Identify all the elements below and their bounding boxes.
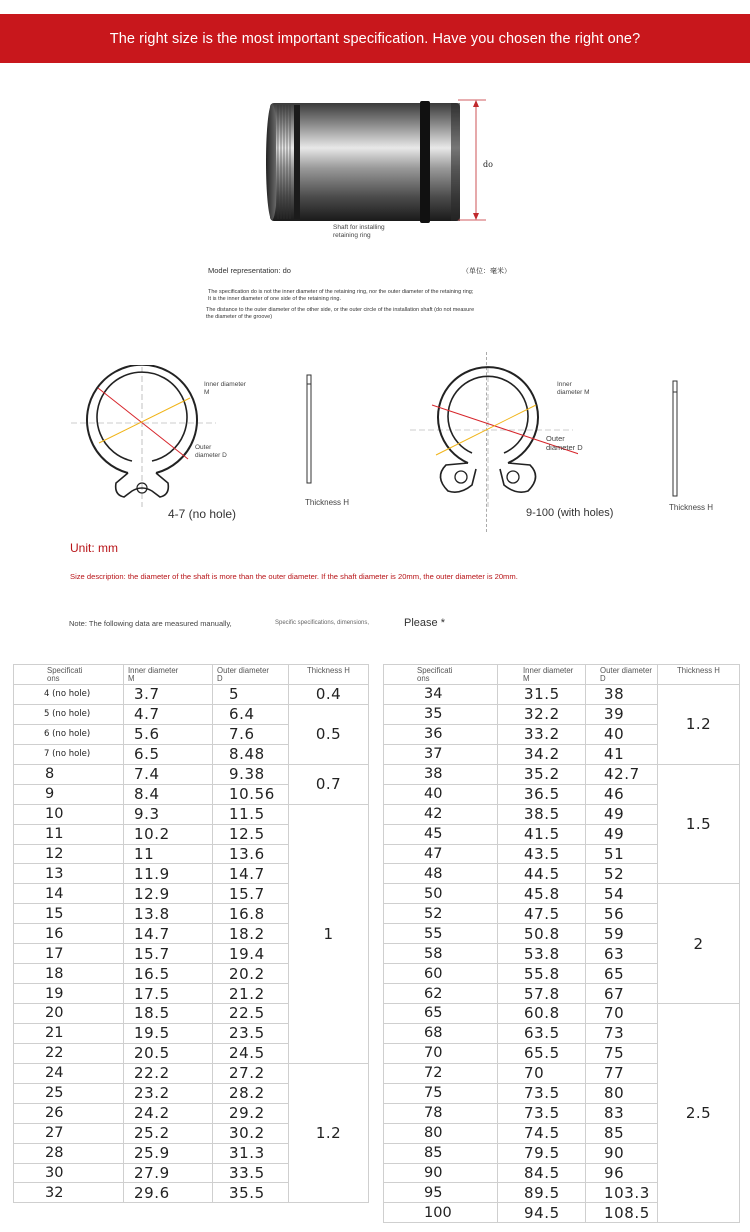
cell-thickness: 1 — [289, 804, 369, 1063]
cell-inner-diameter: 29.6 — [124, 1183, 213, 1203]
cell-outer-diameter: 63 — [586, 944, 658, 964]
cell-inner-diameter: 15.7 — [124, 944, 213, 964]
cell-outer-diameter: 90 — [586, 1143, 658, 1163]
ring-no-hole-drawing — [66, 365, 226, 510]
right-outer-label: Outer diameter D — [546, 434, 583, 452]
cell-specification: 50 — [384, 884, 498, 904]
cell-inner-diameter: 31.5 — [498, 685, 586, 705]
cell-outer-diameter: 21.2 — [213, 984, 289, 1004]
cell-outer-diameter: 40 — [586, 724, 658, 744]
table-row — [384, 884, 740, 904]
spec-table-left — [13, 664, 369, 1203]
cell-outer-diameter: 51 — [586, 844, 658, 864]
table-row — [384, 685, 740, 705]
cell-specification: 25 — [14, 1083, 124, 1103]
cell-inner-diameter: 25.2 — [124, 1123, 213, 1143]
cell-outer-diameter: 103.3 — [586, 1183, 658, 1203]
cell-specification: 52 — [384, 904, 498, 924]
cell-outer-diameter: 23.5 — [213, 1023, 289, 1043]
cell-thickness: 1.2 — [289, 1063, 369, 1203]
thickness-bar-right-icon — [672, 380, 678, 497]
ring-diagram-no-hole — [66, 365, 226, 510]
cell-outer-diameter: 27.2 — [213, 1063, 289, 1083]
cell-specification: 75 — [384, 1083, 498, 1103]
cell-specification: 100 — [384, 1203, 498, 1223]
header-thickness: Thickness H — [289, 665, 369, 685]
cell-inner-diameter: 47.5 — [498, 904, 586, 924]
cell-specification: 72 — [384, 1063, 498, 1083]
cell-inner-diameter: 3.7 — [124, 685, 213, 705]
measure-note-1: Note: The following data are measured manually, — [69, 619, 232, 628]
cell-inner-diameter: 45.8 — [498, 884, 586, 904]
cell-inner-diameter: 13.8 — [124, 904, 213, 924]
cell-outer-diameter: 70 — [586, 1004, 658, 1024]
cell-inner-diameter: 36.5 — [498, 784, 586, 804]
cell-specification: 28 — [14, 1143, 124, 1163]
cell-specification: 36 — [384, 724, 498, 744]
cell-specification: 35 — [384, 704, 498, 724]
cell-outer-diameter: 18.2 — [213, 924, 289, 944]
cell-specification: 10 — [14, 804, 124, 824]
cell-specification: 11 — [14, 824, 124, 844]
cell-outer-diameter: 59 — [586, 924, 658, 944]
cell-outer-diameter: 16.8 — [213, 904, 289, 924]
header-specifications: Specificati ons — [384, 665, 498, 685]
table-header-row — [384, 665, 740, 685]
cell-specification: 17 — [14, 944, 124, 964]
cell-specification: 78 — [384, 1103, 498, 1123]
cell-specification: 65 — [384, 1004, 498, 1024]
cell-outer-diameter: 38 — [586, 685, 658, 705]
cell-inner-diameter: 94.5 — [498, 1203, 586, 1223]
cell-specification: 60 — [384, 964, 498, 984]
header-outer-diameter: Outer diameter D — [586, 665, 658, 685]
cell-inner-diameter: 27.9 — [124, 1163, 213, 1183]
cell-inner-diameter: 19.5 — [124, 1023, 213, 1043]
cell-outer-diameter: 31.3 — [213, 1143, 289, 1163]
header-banner — [0, 14, 750, 63]
cell-specification: 45 — [384, 824, 498, 844]
cell-inner-diameter: 23.2 — [124, 1083, 213, 1103]
cell-inner-diameter: 7.4 — [124, 764, 213, 784]
cell-specification: 9 — [14, 784, 124, 804]
cell-inner-diameter: 14.7 — [124, 924, 213, 944]
cell-outer-diameter: 10.56 — [213, 784, 289, 804]
cell-inner-diameter: 6.5 — [124, 744, 213, 764]
cell-outer-diameter: 96 — [586, 1163, 658, 1183]
model-note-1: The specification do is not the inner diameter of the retaining ring, nor the outer diameter of the retaining ring; It is the inner diameter of one side of the retaining ring. — [208, 289, 474, 302]
cell-outer-diameter: 80 — [586, 1083, 658, 1103]
cell-inner-diameter: 9.3 — [124, 804, 213, 824]
cell-outer-diameter: 75 — [586, 1043, 658, 1063]
cell-thickness: 0.5 — [289, 704, 369, 764]
cell-specification: 32 — [14, 1183, 124, 1203]
cell-specification: 8 — [14, 764, 124, 784]
cell-specification: 58 — [384, 944, 498, 964]
cell-inner-diameter: 25.9 — [124, 1143, 213, 1163]
cell-inner-diameter: 35.2 — [498, 764, 586, 784]
cell-inner-diameter: 24.2 — [124, 1103, 213, 1123]
cell-specification: 14 — [14, 884, 124, 904]
cell-specification: 30 — [14, 1163, 124, 1183]
shaft-illustration — [262, 95, 502, 245]
cell-specification: 16 — [14, 924, 124, 944]
cell-specification: 68 — [384, 1023, 498, 1043]
cell-specification: 38 — [384, 764, 498, 784]
cell-specification: 21 — [14, 1023, 124, 1043]
cell-specification: 13 — [14, 864, 124, 884]
cell-inner-diameter: 65.5 — [498, 1043, 586, 1063]
cell-inner-diameter: 73.5 — [498, 1103, 586, 1123]
cell-outer-diameter: 83 — [586, 1103, 658, 1123]
cell-outer-diameter: 52 — [586, 864, 658, 884]
cell-specification: 55 — [384, 924, 498, 944]
cell-outer-diameter: 8.48 — [213, 744, 289, 764]
cell-inner-diameter: 12.9 — [124, 884, 213, 904]
cell-inner-diameter: 8.4 — [124, 784, 213, 804]
cell-thickness: 1.5 — [658, 764, 740, 884]
cell-specification: 19 — [14, 984, 124, 1004]
cell-outer-diameter: 41 — [586, 744, 658, 764]
cell-inner-diameter: 53.8 — [498, 944, 586, 964]
cell-thickness: 0.7 — [289, 764, 369, 804]
cell-outer-diameter: 33.5 — [213, 1163, 289, 1183]
cell-inner-diameter: 44.5 — [498, 864, 586, 884]
cell-inner-diameter: 50.8 — [498, 924, 586, 944]
cell-specification: 47 — [384, 844, 498, 864]
cell-outer-diameter: 12.5 — [213, 824, 289, 844]
cell-outer-diameter: 29.2 — [213, 1103, 289, 1123]
left-inner-label: Inner diameter M — [204, 381, 246, 396]
table-row — [14, 1063, 369, 1083]
cell-outer-diameter: 13.6 — [213, 844, 289, 864]
header-outer-diameter: Outer diameter D — [213, 665, 289, 685]
cell-specification: 24 — [14, 1063, 124, 1083]
cell-thickness: 2.5 — [658, 1004, 740, 1223]
table-header-row — [14, 665, 369, 685]
cell-outer-diameter: 77 — [586, 1063, 658, 1083]
cell-inner-diameter: 34.2 — [498, 744, 586, 764]
cell-outer-diameter: 46 — [586, 784, 658, 804]
header-inner-diameter: Inner diameter M — [498, 665, 586, 685]
cell-inner-diameter: 43.5 — [498, 844, 586, 864]
cell-outer-diameter: 5 — [213, 685, 289, 705]
table-row — [14, 764, 369, 784]
cell-inner-diameter: 17.5 — [124, 984, 213, 1004]
cell-inner-diameter: 38.5 — [498, 804, 586, 824]
table-row — [14, 704, 369, 724]
left-outer-label: Outer diameter D — [195, 444, 227, 459]
cell-specification: 22 — [14, 1043, 124, 1063]
cell-inner-diameter: 11.9 — [124, 864, 213, 884]
cell-specification: 90 — [384, 1163, 498, 1183]
header-thickness: Thickness H — [658, 665, 740, 685]
cell-inner-diameter: 63.5 — [498, 1023, 586, 1043]
table-row — [384, 1004, 740, 1024]
cell-outer-diameter: 108.5 — [586, 1203, 658, 1223]
cell-specification: 37 — [384, 744, 498, 764]
cell-outer-diameter: 30.2 — [213, 1123, 289, 1143]
cell-outer-diameter: 54 — [586, 884, 658, 904]
cell-thickness: 1.2 — [658, 685, 740, 765]
cell-specification: 6 (no hole) — [14, 724, 124, 744]
left-thickness-label: Thickness H — [305, 498, 350, 507]
cell-inner-diameter: 32.2 — [498, 704, 586, 724]
cell-inner-diameter: 4.7 — [124, 704, 213, 724]
cell-inner-diameter: 79.5 — [498, 1143, 586, 1163]
cell-specification: 40 — [384, 784, 498, 804]
cell-specification: 48 — [384, 864, 498, 884]
size-description: Size description: the diameter of the shaft is more than the outer diameter. If the shaft diameter is 20mm, the outer diameter is 20mm. — [70, 572, 518, 581]
cell-specification: 27 — [14, 1123, 124, 1143]
shaft-caption: Shaft for installing retaining ring — [333, 224, 385, 239]
cell-inner-diameter: 55.8 — [498, 964, 586, 984]
model-note-2: The distance to the outer diameter of the other side, or the outer circle of the installation shaft (do not measure the diameter of the groove) — [206, 307, 475, 320]
table-row — [384, 764, 740, 784]
cell-specification: 12 — [14, 844, 124, 864]
cell-inner-diameter: 41.5 — [498, 824, 586, 844]
shaft-drawing — [262, 95, 502, 245]
table-row — [14, 804, 369, 824]
left-range-label: 4-7 (no hole) — [168, 507, 237, 521]
cell-outer-diameter: 49 — [586, 804, 658, 824]
cell-inner-diameter: 57.8 — [498, 984, 586, 1004]
cell-outer-diameter: 15.7 — [213, 884, 289, 904]
thickness-bar-left-icon — [306, 374, 312, 484]
cell-inner-diameter: 73.5 — [498, 1083, 586, 1103]
cell-specification: 18 — [14, 964, 124, 984]
right-thickness-label: Thickness H — [669, 503, 714, 512]
cell-specification: 80 — [384, 1123, 498, 1143]
cell-thickness: 0.4 — [289, 685, 369, 705]
cell-specification: 62 — [384, 984, 498, 1004]
cell-specification: 95 — [384, 1183, 498, 1203]
cell-outer-diameter: 35.5 — [213, 1183, 289, 1203]
cell-outer-diameter: 65 — [586, 964, 658, 984]
cell-specification: 5 (no hole) — [14, 704, 124, 724]
cell-outer-diameter: 9.38 — [213, 764, 289, 784]
cell-specification: 26 — [14, 1103, 124, 1123]
cell-outer-diameter: 85 — [586, 1123, 658, 1143]
cell-inner-diameter: 22.2 — [124, 1063, 213, 1083]
cell-inner-diameter: 11 — [124, 844, 213, 864]
cell-outer-diameter: 11.5 — [213, 804, 289, 824]
cell-outer-diameter: 7.6 — [213, 724, 289, 744]
cell-outer-diameter: 28.2 — [213, 1083, 289, 1103]
cell-outer-diameter: 42.7 — [586, 764, 658, 784]
cell-outer-diameter: 73 — [586, 1023, 658, 1043]
measure-note-3: Please * — [404, 617, 445, 629]
cell-inner-diameter: 70 — [498, 1063, 586, 1083]
unit-label: Unit: mm — [70, 541, 118, 555]
cell-inner-diameter: 16.5 — [124, 964, 213, 984]
cell-inner-diameter: 10.2 — [124, 824, 213, 844]
cell-specification: 7 (no hole) — [14, 744, 124, 764]
cell-outer-diameter: 24.5 — [213, 1043, 289, 1063]
cell-specification: 34 — [384, 685, 498, 705]
cell-specification: 15 — [14, 904, 124, 924]
unit-cn-label: （单位：毫米） — [462, 267, 511, 275]
measure-note-2: Specific specifications, dimensions, — [275, 620, 370, 626]
cell-inner-diameter: 5.6 — [124, 724, 213, 744]
shaft-dim-label: do — [483, 160, 493, 169]
right-inner-label: Inner diameter M — [557, 381, 590, 396]
cell-inner-diameter: 18.5 — [124, 1004, 213, 1024]
cell-inner-diameter: 20.5 — [124, 1043, 213, 1063]
cell-specification: 85 — [384, 1143, 498, 1163]
header-inner-diameter: Inner diameter M — [124, 665, 213, 685]
cell-outer-diameter: 39 — [586, 704, 658, 724]
cell-outer-diameter: 56 — [586, 904, 658, 924]
right-thickness-bar — [672, 380, 678, 497]
cell-outer-diameter: 19.4 — [213, 944, 289, 964]
cell-outer-diameter: 14.7 — [213, 864, 289, 884]
cell-specification: 70 — [384, 1043, 498, 1063]
cell-outer-diameter: 22.5 — [213, 1004, 289, 1024]
cell-outer-diameter: 6.4 — [213, 704, 289, 724]
cell-inner-diameter: 89.5 — [498, 1183, 586, 1203]
banner-text: The right size is the most important specification. Have you chosen the right one? — [109, 30, 641, 47]
spec-table-right — [383, 664, 740, 1223]
cell-inner-diameter: 74.5 — [498, 1123, 586, 1143]
cell-inner-diameter: 60.8 — [498, 1004, 586, 1024]
cell-outer-diameter: 20.2 — [213, 964, 289, 984]
cell-specification: 4 (no hole) — [14, 685, 124, 705]
cell-inner-diameter: 33.2 — [498, 724, 586, 744]
model-representation: Model representation: do — [208, 266, 291, 275]
cell-outer-diameter: 67 — [586, 984, 658, 1004]
cell-specification: 20 — [14, 1004, 124, 1024]
header-specifications: Specificati ons — [14, 665, 124, 685]
cell-thickness: 2 — [658, 884, 740, 1004]
table-row — [14, 685, 369, 705]
cell-inner-diameter: 84.5 — [498, 1163, 586, 1183]
right-range-label: 9-100 (with holes) — [526, 507, 614, 519]
cell-specification: 42 — [384, 804, 498, 824]
cell-outer-diameter: 49 — [586, 824, 658, 844]
left-thickness-bar — [306, 374, 312, 484]
